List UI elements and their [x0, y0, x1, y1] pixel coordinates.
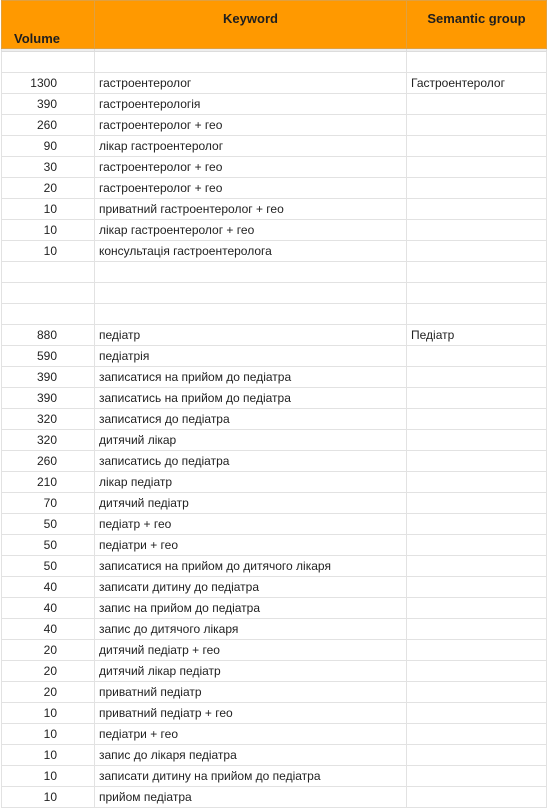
volume-cell[interactable]: 30	[2, 157, 95, 178]
table-row	[2, 409, 547, 430]
semantic-group-cell[interactable]	[407, 178, 547, 199]
volume-cell[interactable]: 90	[2, 136, 95, 157]
volume-cell[interactable]: 260	[2, 115, 95, 136]
keyword-cell[interactable]: приватний гастроентеролог + гео	[95, 199, 407, 220]
semantic-group-cell[interactable]	[407, 577, 547, 598]
semantic-group-cell[interactable]	[407, 514, 547, 535]
volume-cell[interactable]: 210	[2, 472, 95, 493]
keyword-cell[interactable]: записати дитину до педіатра	[95, 577, 407, 598]
keyword-cell[interactable]: гастроентеролог + гео	[95, 157, 407, 178]
keyword-cell[interactable]	[95, 52, 407, 73]
semantic-group-cell[interactable]	[407, 724, 547, 745]
keyword-cell[interactable]: лікар гастроентеролог	[95, 136, 407, 157]
table-row	[2, 535, 547, 556]
table-row	[2, 157, 547, 178]
semantic-group-cell[interactable]	[407, 430, 547, 451]
keyword-cell[interactable]: педіатри + гео	[95, 724, 407, 745]
keyword-cell[interactable]	[95, 304, 407, 325]
table-row	[2, 682, 547, 703]
volume-cell[interactable]	[2, 283, 95, 304]
volume-cell[interactable]: 50	[2, 556, 95, 577]
keyword-cell[interactable]: дитячий педіатр + гео	[95, 640, 407, 661]
blank-row	[2, 262, 547, 283]
table-row	[2, 241, 547, 262]
keyword-cell[interactable]: прийом педіатра	[95, 787, 407, 808]
semantic-group-cell[interactable]	[407, 52, 547, 73]
volume-cell[interactable]: 40	[2, 577, 95, 598]
semantic-group-cell[interactable]	[407, 661, 547, 682]
volume-cell[interactable]	[2, 52, 95, 73]
header-row	[2, 1, 547, 49]
volume-cell[interactable]: 10	[2, 787, 95, 808]
semantic-group-cell[interactable]	[407, 136, 547, 157]
keyword-cell[interactable]: дитячий лікар	[95, 430, 407, 451]
keyword-cell[interactable]: записатися на прийом до дитячого лікаря	[95, 556, 407, 577]
volume-cell[interactable]: 390	[2, 94, 95, 115]
table-row	[2, 598, 547, 619]
keyword-cell[interactable]: педіатри + гео	[95, 535, 407, 556]
semantic-group-cell[interactable]	[407, 283, 547, 304]
keyword-cell[interactable]: записатися до педіатра	[95, 409, 407, 430]
blank-row	[2, 304, 547, 325]
semantic-group-cell[interactable]	[407, 409, 547, 430]
volume-cell[interactable]	[2, 304, 95, 325]
keyword-cell[interactable]: гастроентерологія	[95, 94, 407, 115]
keyword-cell[interactable]: записатись на прийом до педіатра	[95, 388, 407, 409]
volume-cell[interactable]: 260	[2, 451, 95, 472]
semantic-group-column-header[interactable]: Semantic group	[407, 1, 547, 49]
table-row	[2, 640, 547, 661]
volume-cell[interactable]: 320	[2, 430, 95, 451]
table-row	[2, 136, 547, 157]
semantic-group-cell[interactable]	[407, 535, 547, 556]
keyword-column-header[interactable]: Keyword	[95, 1, 407, 49]
volume-cell[interactable]: 20	[2, 682, 95, 703]
table-row	[2, 724, 547, 745]
table-row	[2, 451, 547, 472]
keyword-cell[interactable]: лікар педіатр	[95, 472, 407, 493]
keyword-cell[interactable]: запис до лікаря педіатра	[95, 745, 407, 766]
semantic-group-cell[interactable]	[407, 262, 547, 283]
keyword-cell[interactable]: педіатр + гео	[95, 514, 407, 535]
table-row	[2, 493, 547, 514]
table-row	[2, 787, 547, 808]
keyword-cell[interactable]: консультація гастроентеролога	[95, 241, 407, 262]
semantic-group-cell[interactable]	[407, 346, 547, 367]
volume-cell[interactable]: 50	[2, 535, 95, 556]
volume-cell[interactable]: 10	[2, 703, 95, 724]
keyword-cell[interactable]: гастроентеролог + гео	[95, 115, 407, 136]
table-row	[2, 766, 547, 787]
volume-cell[interactable]: 590	[2, 346, 95, 367]
semantic-group-cell[interactable]	[407, 598, 547, 619]
keyword-cell[interactable]	[95, 283, 407, 304]
semantic-group-cell[interactable]: Педіатр	[407, 325, 547, 346]
volume-cell[interactable]	[2, 262, 95, 283]
table-row	[2, 745, 547, 766]
volume-cell[interactable]: 40	[2, 619, 95, 640]
table-row	[2, 472, 547, 493]
semantic-group-cell[interactable]	[407, 304, 547, 325]
volume-cell[interactable]: 10	[2, 220, 95, 241]
keyword-cell[interactable]: приватний педіатр + гео	[95, 703, 407, 724]
keyword-cell[interactable]: запис до дитячого лікаря	[95, 619, 407, 640]
keyword-cell[interactable]: записатися на прийом до педіатра	[95, 367, 407, 388]
blank-row	[2, 283, 547, 304]
volume-cell[interactable]: 20	[2, 178, 95, 199]
table-row	[2, 199, 547, 220]
keyword-cell[interactable]: педіатр	[95, 325, 407, 346]
semantic-group-cell[interactable]	[407, 94, 547, 115]
semantic-group-cell[interactable]	[407, 472, 547, 493]
keyword-cell[interactable]: запис на прийом до педіатра	[95, 598, 407, 619]
semantic-group-cell[interactable]	[407, 640, 547, 661]
table-row	[2, 220, 547, 241]
keyword-cell[interactable]	[95, 262, 407, 283]
keyword-cell[interactable]: приватний педіатр	[95, 682, 407, 703]
volume-cell[interactable]: 10	[2, 724, 95, 745]
volume-cell[interactable]: 1300	[2, 73, 95, 94]
table-row	[2, 94, 547, 115]
volume-cell[interactable]: 10	[2, 199, 95, 220]
table-row	[2, 619, 547, 640]
table-row	[2, 556, 547, 577]
table-row	[2, 325, 547, 346]
volume-column-header[interactable]: Volume	[2, 1, 95, 49]
semantic-group-cell[interactable]	[407, 451, 547, 472]
keyword-cell[interactable]: гастроентеролог + гео	[95, 178, 407, 199]
semantic-group-cell[interactable]: Гастроентеролог	[407, 73, 547, 94]
semantic-group-cell[interactable]	[407, 619, 547, 640]
table-row	[2, 367, 547, 388]
keyword-table	[1, 0, 547, 808]
table-row	[2, 703, 547, 724]
volume-cell[interactable]: 10	[2, 241, 95, 262]
volume-cell[interactable]: 10	[2, 766, 95, 787]
semantic-group-cell[interactable]	[407, 682, 547, 703]
semantic-group-cell[interactable]	[407, 388, 547, 409]
semantic-group-cell[interactable]	[407, 766, 547, 787]
table-row	[2, 577, 547, 598]
semantic-group-cell[interactable]	[407, 199, 547, 220]
volume-cell[interactable]: 390	[2, 388, 95, 409]
volume-cell[interactable]: 40	[2, 598, 95, 619]
table-row	[2, 115, 547, 136]
volume-cell[interactable]: 70	[2, 493, 95, 514]
volume-cell[interactable]: 10	[2, 745, 95, 766]
semantic-group-cell[interactable]	[407, 787, 547, 808]
table-row	[2, 514, 547, 535]
table-row	[2, 346, 547, 367]
table-row	[2, 388, 547, 409]
semantic-group-cell[interactable]	[407, 241, 547, 262]
semantic-group-cell[interactable]	[407, 367, 547, 388]
volume-cell[interactable]: 390	[2, 367, 95, 388]
keyword-cell[interactable]: дитячий лікар педіатр	[95, 661, 407, 682]
table-row	[2, 661, 547, 682]
volume-cell[interactable]: 880	[2, 325, 95, 346]
volume-cell[interactable]: 20	[2, 661, 95, 682]
blank-row	[2, 52, 547, 73]
table-row	[2, 73, 547, 94]
keyword-cell[interactable]: дитячий педіатр	[95, 493, 407, 514]
keyword-cell[interactable]: педіатрія	[95, 346, 407, 367]
keyword-cell[interactable]: лікар гастроентеролог + гео	[95, 220, 407, 241]
semantic-group-cell[interactable]	[407, 115, 547, 136]
semantic-group-cell[interactable]	[407, 493, 547, 514]
volume-cell[interactable]: 50	[2, 514, 95, 535]
table-row	[2, 430, 547, 451]
keyword-cell[interactable]: записати дитину на прийом до педіатра	[95, 766, 407, 787]
semantic-group-cell[interactable]	[407, 745, 547, 766]
keyword-cell[interactable]: гастроентеролог	[95, 73, 407, 94]
table-row	[2, 178, 547, 199]
table-body	[2, 49, 547, 808]
keyword-cell[interactable]: записатись до педіатра	[95, 451, 407, 472]
volume-cell[interactable]: 320	[2, 409, 95, 430]
semantic-group-cell[interactable]	[407, 703, 547, 724]
volume-cell[interactable]: 20	[2, 640, 95, 661]
semantic-group-cell[interactable]	[407, 157, 547, 178]
semantic-group-cell[interactable]	[407, 220, 547, 241]
semantic-group-cell[interactable]	[407, 556, 547, 577]
